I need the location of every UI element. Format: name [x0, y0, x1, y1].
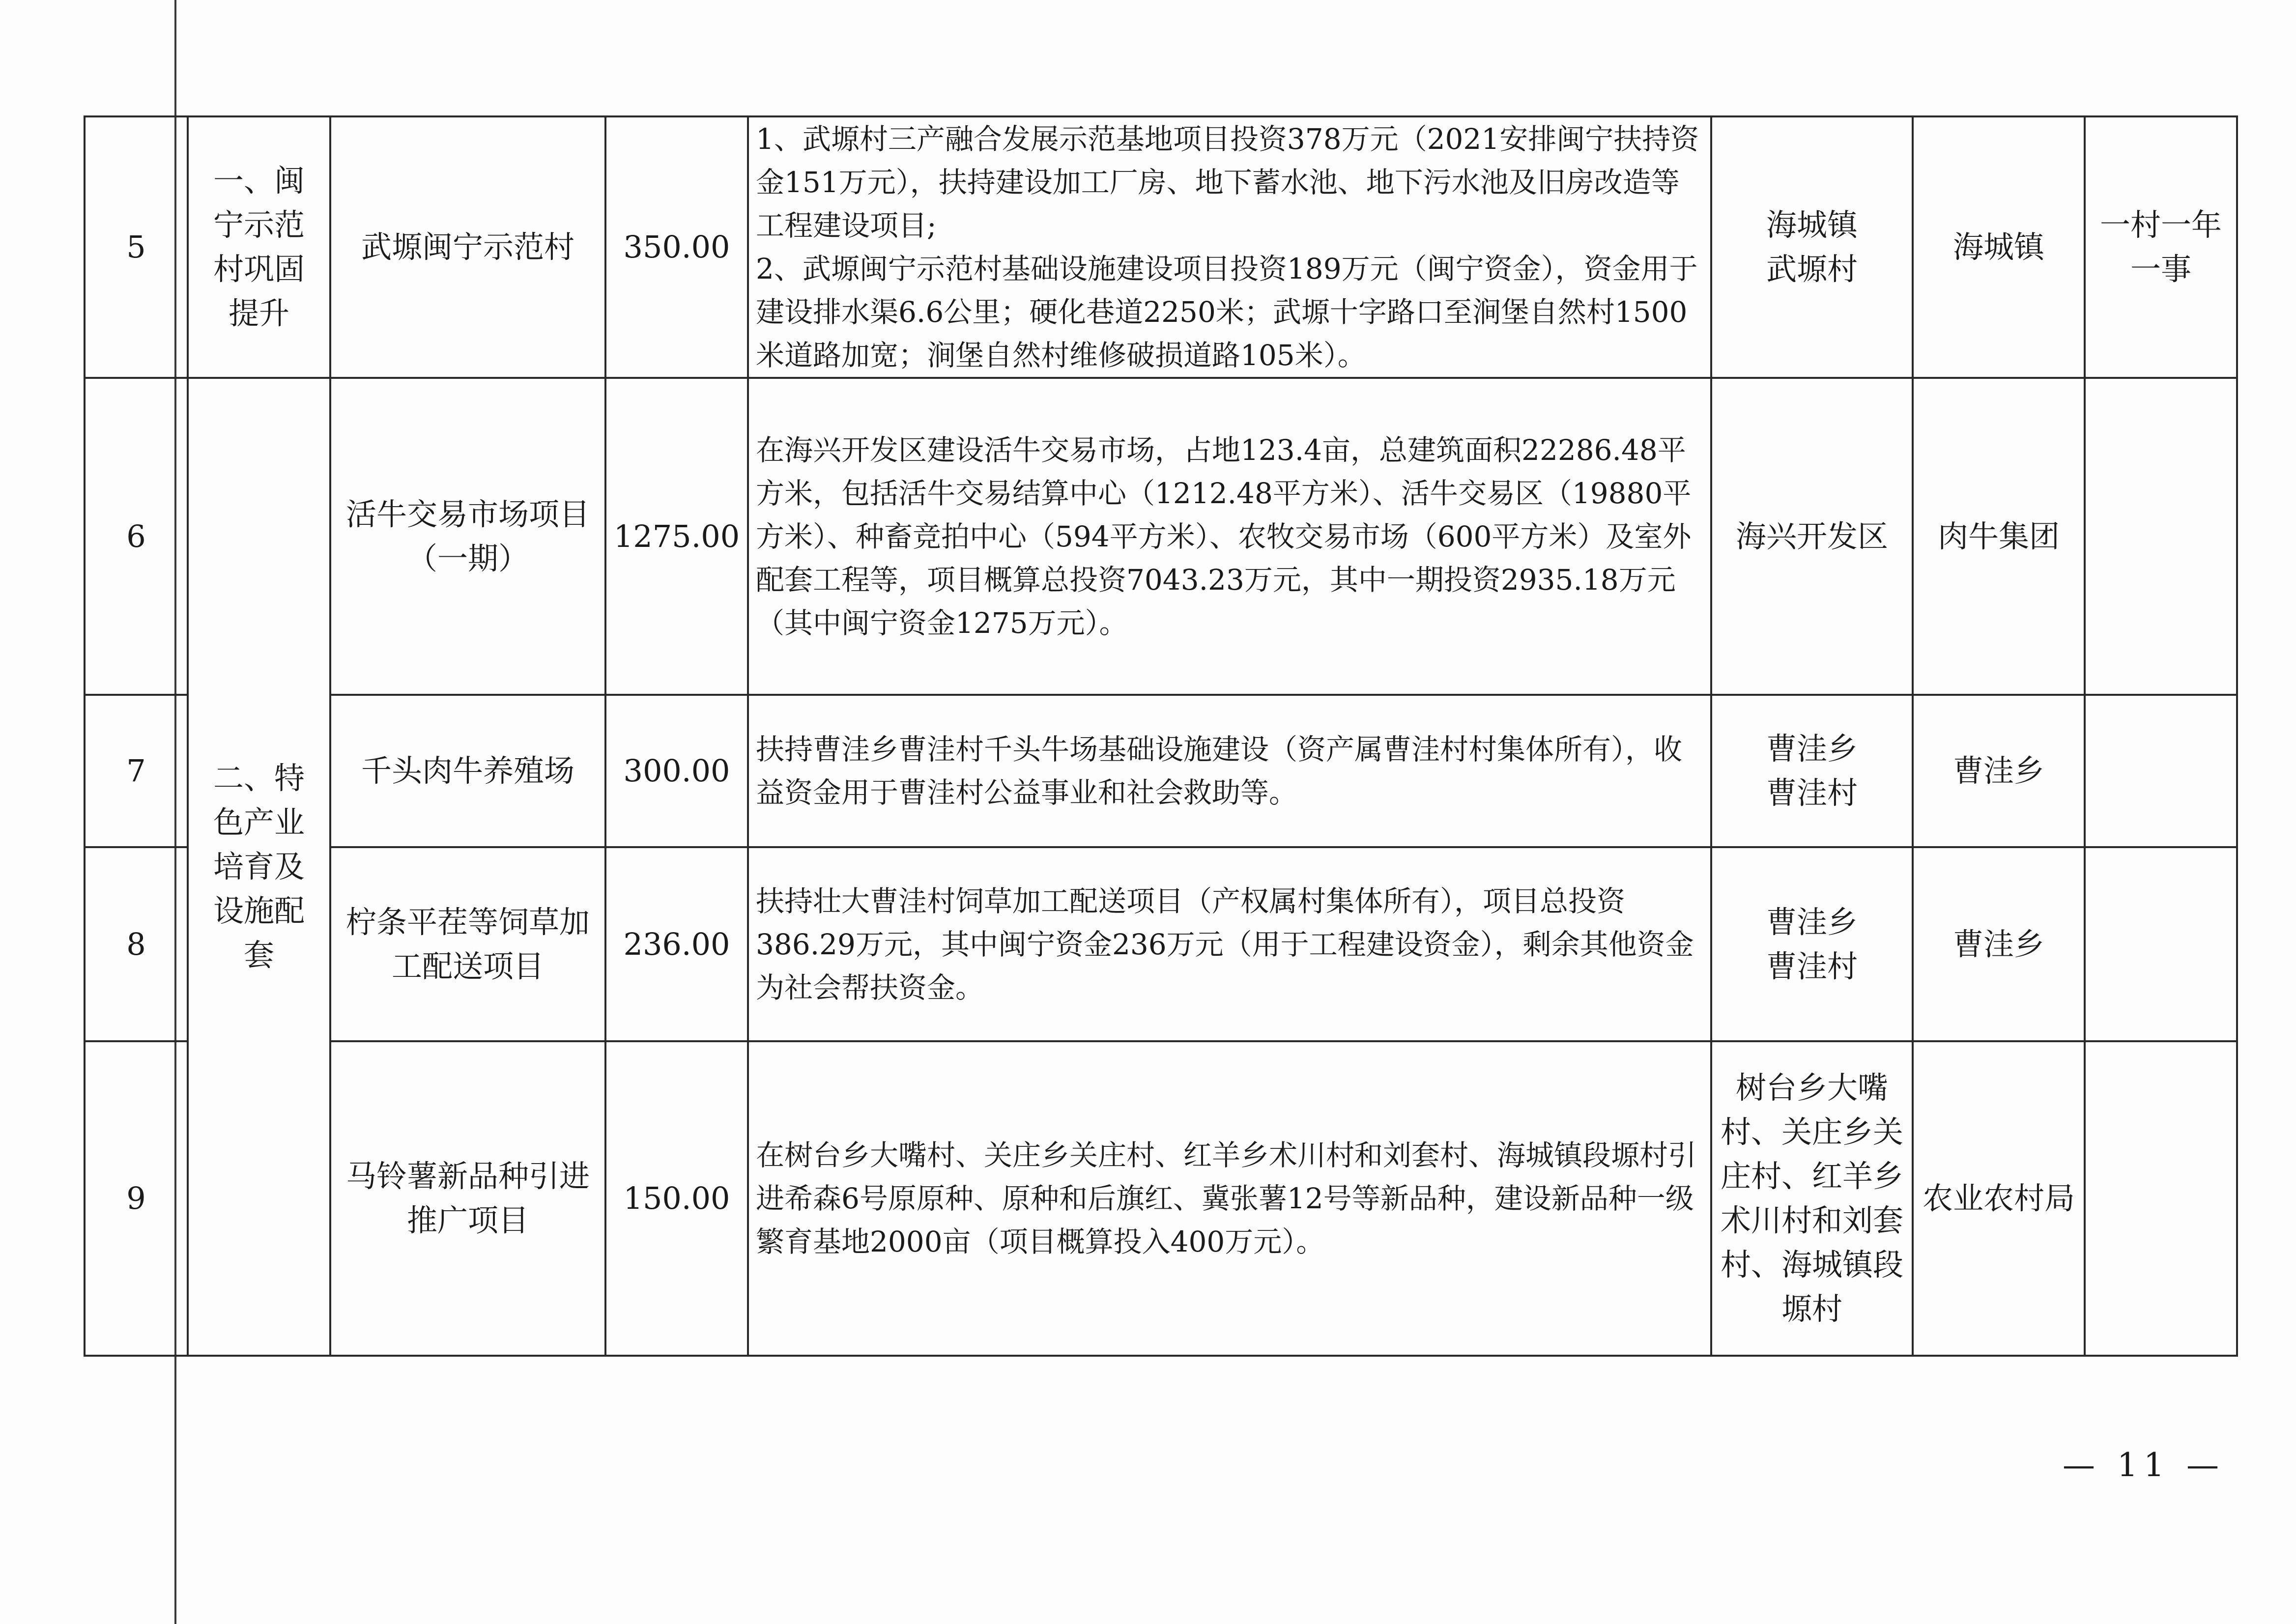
- responsible-unit: 曹洼乡: [1913, 847, 2085, 1041]
- project-name: 千头肉牛养殖场: [330, 695, 605, 847]
- remark: [2085, 378, 2237, 695]
- responsible-unit: 海城镇: [1913, 116, 2085, 378]
- remark: [2085, 1041, 2237, 1356]
- remark: 一村一年一事: [2085, 116, 2237, 378]
- responsible-unit: 肉牛集团: [1913, 378, 2085, 695]
- location-line: 海兴开发区: [1735, 518, 1888, 554]
- responsible-unit: 曹洼乡: [1913, 695, 2085, 847]
- project-content: [748, 695, 1711, 847]
- project-table: [84, 115, 2238, 1357]
- project-content: [748, 847, 1711, 1041]
- amount: 236.00: [605, 847, 748, 1041]
- location-line: 海城镇: [1766, 207, 1858, 243]
- location-line: 武塬村: [1766, 251, 1858, 287]
- content-line: 扶持曹洼乡曹洼村千头牛场基础设施建设（资产属曹洼村村集体所有），收益资金用于曹洼村公益事业和社会救助等。: [756, 733, 1683, 809]
- category-cell: [188, 378, 330, 1356]
- project-name: 武塬闽宁示范村: [330, 116, 605, 378]
- location-line: 曹洼村: [1766, 948, 1858, 984]
- project-content: [748, 378, 1711, 695]
- content-line: 扶持壮大曹洼村饲草加工配送项目（产权属村集体所有），项目总投资386.29万元，其中闽宁资金236万元（用于工程建设资金），剩余其他资金为社会帮扶资金。: [756, 884, 1694, 1004]
- amount: 350.00: [605, 116, 748, 378]
- row-number: 6: [85, 378, 188, 695]
- location-cell: [1711, 695, 1913, 847]
- row-number: 5: [85, 116, 188, 378]
- location-line: 树台乡大嘴村、关庄乡关庄村、红羊乡术川村和刘套村、海城镇段塬村: [1720, 1070, 1903, 1327]
- content-line: 1、武塬村三产融合发展示范基地项目投资378万元（2021安排闽宁扶持资金151万元），扶持建设加工厂房、地下蓄水池、地下污水池及旧房改造等工程建设项目;: [756, 122, 1699, 242]
- location-cell: [1711, 378, 1913, 695]
- remark: [2085, 847, 2237, 1041]
- table-row: [85, 1041, 2237, 1356]
- project-name: 活牛交易市场项目（一期）: [330, 378, 605, 695]
- location-cell: [1711, 847, 1913, 1041]
- content-line: 在海兴开发区建设活牛交易市场，占地123.4亩，总建筑面积22286.48平方米，包括活牛交易结算中心（1212.48平方米）、活牛交易区（19880平方米）、种畜竞拍中心（594平方米）、农牧交易市场（600平方米）及室外配套工程等，项目概算总投资7043.23万元，其中一期投资2935.18万元（其中闽宁资金1275万元）。: [756, 433, 1692, 640]
- amount: 300.00: [605, 695, 748, 847]
- row-number: 7: [85, 695, 188, 847]
- project-name: 马铃薯新品种引进推广项目: [330, 1041, 605, 1356]
- category-label: 一、闽宁示范村巩固提升: [213, 163, 305, 331]
- table-row: [85, 378, 2237, 695]
- location-line: 曹洼村: [1766, 775, 1858, 811]
- page-number: — 11 —: [2063, 1446, 2225, 1484]
- table-row: [85, 116, 2237, 378]
- location-line: 曹洼乡: [1766, 904, 1858, 940]
- location-cell: [1711, 116, 1913, 378]
- responsible-unit: 农业农村局: [1913, 1041, 2085, 1356]
- category-cell: [188, 116, 330, 378]
- project-content: [748, 116, 1711, 378]
- category-label: 二、特色产业培育及设施配套: [213, 760, 305, 973]
- location-cell: [1711, 1041, 1913, 1356]
- project-name: 柠条平茬等饲草加工配送项目: [330, 847, 605, 1041]
- remark: [2085, 695, 2237, 847]
- content-line: 2、武塬闽宁示范村基础设施建设项目投资189万元（闽宁资金），资金用于建设排水渠6.6公里；硬化巷道2250米；武塬十字路口至涧堡自然村1500米道路加宽；涧堡自然村维修破损道路105米）。: [756, 252, 1698, 372]
- row-number: 8: [85, 847, 188, 1041]
- row-number: 9: [85, 1041, 188, 1356]
- table-row: [85, 847, 2237, 1041]
- amount: 1275.00: [605, 378, 748, 695]
- content-line: 在树台乡大嘴村、关庄乡关庄村、红羊乡术川村和刘套村、海城镇段塬村引进希森6号原原种、原种和后旗红、冀张薯12号等新品种，建设新品种一级繁育基地2000亩（项目概算投入400万元）。: [756, 1139, 1697, 1258]
- location-line: 曹洼乡: [1766, 731, 1858, 767]
- table-row: [85, 695, 2237, 847]
- amount: 150.00: [605, 1041, 748, 1356]
- project-content: [748, 1041, 1711, 1356]
